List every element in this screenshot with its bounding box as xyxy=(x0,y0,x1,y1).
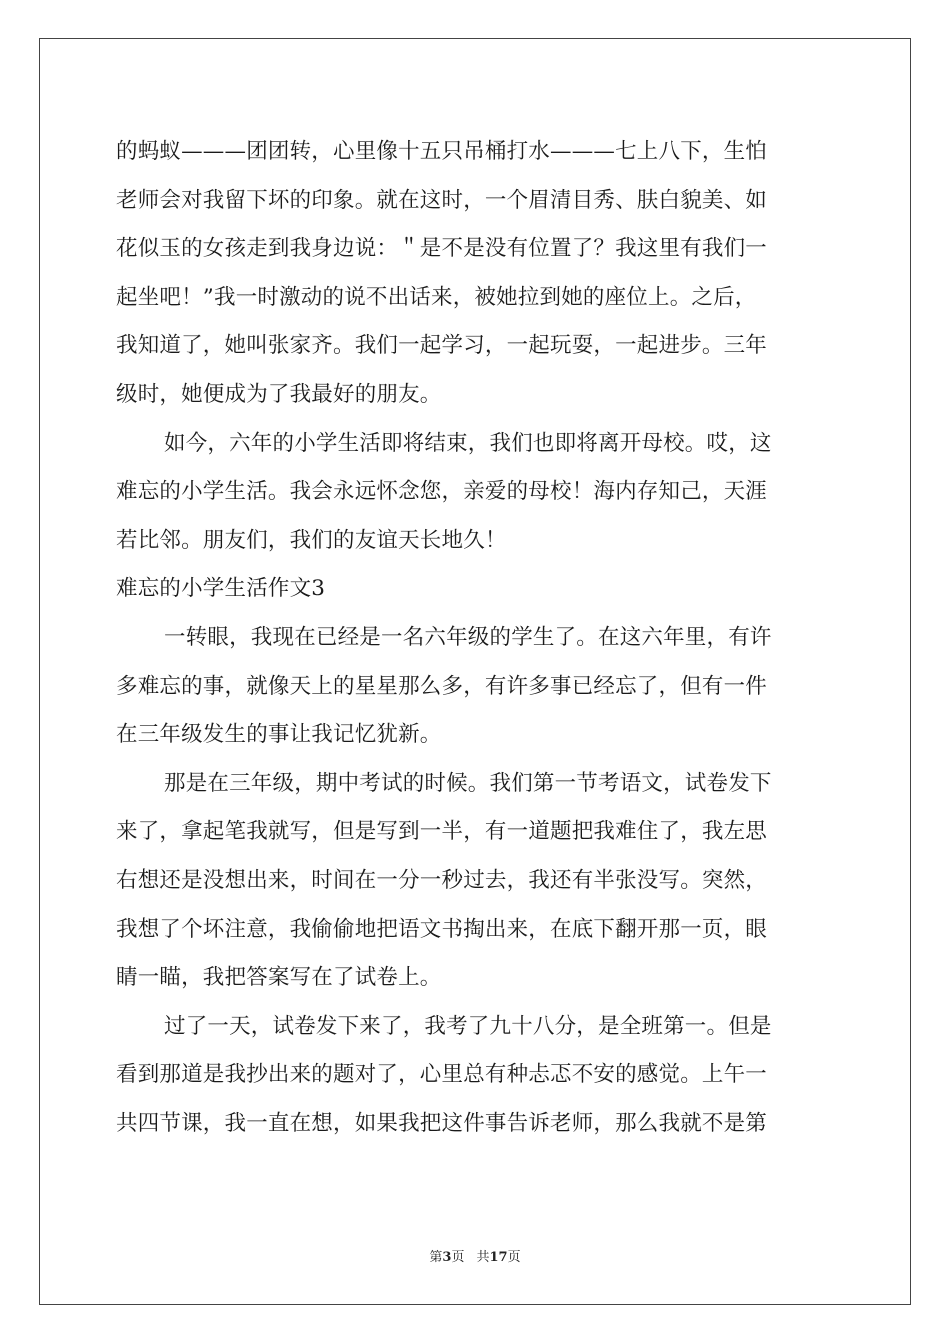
text-line: 难忘的小学生活作文3 xyxy=(116,576,326,602)
text-line: 右想还是没想出来，时间在一分一秒过去，我还有半张没写。突然， xyxy=(116,867,768,893)
text-line: 花似玉的女孩走到我身边说：＂是不是没有位置了？我这里有我们一 xyxy=(116,236,768,262)
text-line: 我想了个坏注意，我偷偷地把语文书掏出来，在底下翻开那一页，眼 xyxy=(116,916,768,942)
text-line: 级时，她便成为了我最好的朋友。 xyxy=(116,381,442,407)
page-footer xyxy=(0,1246,950,1265)
document-body xyxy=(116,128,834,1148)
total-suffix: 页 xyxy=(507,1250,521,1265)
page-suffix: 页 xyxy=(451,1250,465,1265)
page-prefix: 第 xyxy=(429,1250,443,1265)
text-line: 多难忘的事，就像天上的星星那么多，有许多事已经忘了，但有一件 xyxy=(116,673,768,699)
text-line: 如今，六年的小学生活即将结束，我们也即将离开母校。哎，这 xyxy=(164,430,772,456)
text-line: 难忘的小学生活。我会永远怀念您，亲爱的母校！海内存知己，天涯 xyxy=(116,479,768,505)
text-line: 我知道了，她叫张家齐。我们一起学习，一起玩耍，一起进步。三年 xyxy=(116,333,768,359)
text-line: 那是在三年级，期中考试的时候。我们第一节考语文，试卷发下 xyxy=(164,770,772,796)
text-line: 来了，拿起笔我就写，但是写到一半，有一道题把我难住了，我左思 xyxy=(116,819,768,845)
text-line: 若比邻。朋友们，我们的友谊天长地久！ xyxy=(116,527,507,553)
text-line: 过了一天，试卷发下来了，我考了九十八分，是全班第一。但是 xyxy=(164,1013,772,1039)
text-line: 一转眼，我现在已经是一名六年级的学生了。在这六年里，有许 xyxy=(164,624,772,650)
text-line: 的蚂蚁———团团转，心里像十五只吊桶打水———七上八下，生怕 xyxy=(116,139,768,164)
text-line: 老师会对我留下坏的印象。就在这时，一个眉清目秀、肤白貌美、如 xyxy=(116,187,768,213)
text-line: 看到那道是我抄出来的题对了，心里总有种忐忑不安的感觉。上午一 xyxy=(116,1062,768,1088)
text-line: 睛一瞄，我把答案写在了试卷上。 xyxy=(116,965,442,991)
page-number: 3 xyxy=(442,1250,452,1265)
text-line: 在三年级发生的事让我记忆犹新。 xyxy=(116,722,442,748)
total-prefix: 共 xyxy=(476,1250,490,1265)
text-line: 共四节课，我一直在想，如果我把这件事告诉老师，那么我就不是第 xyxy=(116,1110,768,1136)
text-line: 起坐吧！”我一时激动的说不出话来，被她拉到她的座位上。之后， xyxy=(116,284,757,310)
total-pages: 17 xyxy=(489,1250,508,1265)
